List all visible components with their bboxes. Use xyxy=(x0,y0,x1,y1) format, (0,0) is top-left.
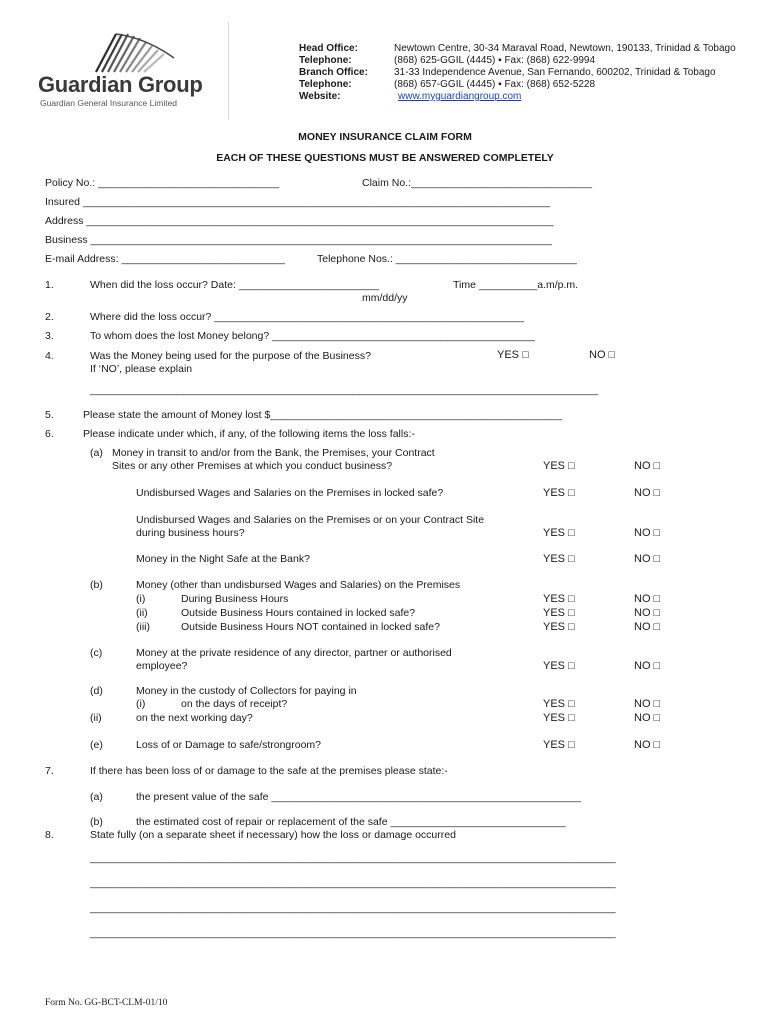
description-line[interactable]: __________________________________________________________________________________________ xyxy=(90,852,616,864)
item-label: (e) xyxy=(90,739,103,751)
telephone-label: Telephone: xyxy=(299,55,352,66)
question-number: 1. xyxy=(45,279,54,291)
item-text: Loss of or Damage to safe/strongroom? xyxy=(136,739,322,751)
subitem-label: (i) xyxy=(136,698,146,710)
yes-checkbox[interactable]: YES □ xyxy=(497,349,529,361)
no-checkbox[interactable]: NO □ xyxy=(634,593,661,605)
yes-checkbox[interactable]: YES □ xyxy=(543,739,575,751)
subitem-label: (i) xyxy=(136,593,146,605)
item-text: Money in transit to and/or from the Bank, the Premises, your Contract xyxy=(112,447,435,459)
no-checkbox[interactable]: NO □ xyxy=(634,487,661,499)
company-logo xyxy=(28,22,229,120)
head-office-address: Newtown Centre, 30-34 Maraval Road, Newtown, 190133, Trinidad & Tobago xyxy=(394,43,736,54)
form-number: Form No. GG-BCT-CLM-01/10 xyxy=(45,998,168,1008)
policy-number-field[interactable]: Policy No.: _______________________________ xyxy=(45,177,280,189)
subitem-text: Outside Business Hours NOT contained in locked safe? xyxy=(181,621,440,633)
question-text: Was the Money being used for the purpose of the Business? xyxy=(90,350,371,362)
subitem-label: (ii) xyxy=(136,607,148,619)
yes-checkbox[interactable]: YES □ xyxy=(543,553,575,565)
yes-checkbox[interactable]: YES □ xyxy=(543,607,575,619)
insured-field[interactable]: Insured ________________________________________________________________________________ xyxy=(45,196,551,208)
subitem-text: Outside Business Hours contained in locked safe? xyxy=(181,607,416,619)
money-owner-field[interactable]: To whom does the lost Money belong? _____________________________________________ xyxy=(90,330,535,342)
website-link[interactable]: www.myguardiangroup.com xyxy=(398,91,522,102)
item-label: (c) xyxy=(90,647,103,659)
question-number: 3. xyxy=(45,330,54,342)
no-checkbox[interactable]: NO □ xyxy=(634,607,661,619)
form-instructions: EACH OF THESE QUESTIONS MUST BE ANSWERED COMPLETELY xyxy=(216,152,554,164)
yes-checkbox[interactable]: YES □ xyxy=(543,527,575,539)
no-checkbox[interactable]: NO □ xyxy=(589,349,616,361)
item-label: (a) xyxy=(90,791,103,803)
branch-office-phone: (868) 657-GGIL (4445) ▪ Fax: (868) 652-5228 xyxy=(394,79,596,90)
item-text: during business hours? xyxy=(136,527,245,539)
loss-date-field[interactable]: When did the loss occur? Date: ________________________ xyxy=(90,279,379,291)
no-checkbox[interactable]: NO □ xyxy=(634,712,661,724)
question-number: 2. xyxy=(45,311,54,323)
question-text: If there has been loss of or damage to the safe at the premises please state:- xyxy=(90,765,448,777)
item-text: Money in the custody of Collectors for paying in xyxy=(136,685,357,697)
question-text: State fully (on a separate sheet if necessary) how the loss or damage occurred xyxy=(90,829,456,841)
yes-checkbox[interactable]: YES □ xyxy=(543,460,575,472)
yes-checkbox[interactable]: YES □ xyxy=(543,698,575,710)
description-line[interactable]: __________________________________________________________________________________________ xyxy=(90,877,616,889)
question-subtext: If ‘NO’, please explain xyxy=(90,363,193,375)
question-number: 7. xyxy=(45,765,54,777)
item-text: Money (other than undisbursed Wages and Salaries) on the Premises xyxy=(136,579,461,591)
loss-location-field[interactable]: Where did the loss occur? _____________________________________________________ xyxy=(90,311,524,323)
item-label: (b) xyxy=(90,579,103,591)
no-checkbox[interactable]: NO □ xyxy=(634,739,661,751)
item-text: Undisbursed Wages and Salaries on the Premises or on your Contract Site xyxy=(136,514,485,526)
item-text: employee? xyxy=(136,660,188,672)
item-text: Sites or any other Premises at which you conduct business? xyxy=(112,460,393,472)
business-field[interactable]: Business _______________________________________________________________________________ xyxy=(45,234,552,246)
yes-checkbox[interactable]: YES □ xyxy=(543,621,575,633)
subitem-label: (ii) xyxy=(90,712,102,724)
subitem-label: (iii) xyxy=(136,621,150,633)
item-text: Undisbursed Wages and Salaries on the Premises in locked safe? xyxy=(136,487,444,499)
subitem-text: on the next working day? xyxy=(136,712,253,724)
item-label: (a) xyxy=(90,447,103,459)
telephone-field[interactable]: Telephone Nos.: _______________________________ xyxy=(317,253,577,265)
question-number: 4. xyxy=(45,350,54,362)
telephone-label-2: Telephone: xyxy=(299,79,352,90)
email-field[interactable]: E-mail Address: ____________________________ xyxy=(45,253,285,265)
branch-office-address: 31-33 Independence Avenue, San Fernando, 600202, Trinidad & Tobago xyxy=(394,67,716,78)
yes-checkbox[interactable]: YES □ xyxy=(543,593,575,605)
no-checkbox[interactable]: NO □ xyxy=(634,460,661,472)
claim-number-field[interactable]: Claim No.:_______________________________ xyxy=(362,177,593,189)
question-number: 6. xyxy=(45,428,54,440)
description-line[interactable]: __________________________________________________________________________________________ xyxy=(90,927,616,939)
item-label: (d) xyxy=(90,685,103,697)
no-checkbox[interactable]: NO □ xyxy=(634,527,661,539)
yes-checkbox[interactable]: YES □ xyxy=(543,712,575,724)
loss-time-field[interactable]: Time __________a.m/p.m. xyxy=(453,279,579,291)
subitem-text: on the days of receipt? xyxy=(181,698,288,710)
branch-office-label: Branch Office: xyxy=(299,67,368,78)
form-title: MONEY INSURANCE CLAIM FORM xyxy=(298,131,472,143)
company-name: Guardian Group xyxy=(38,72,203,97)
yes-checkbox[interactable]: YES □ xyxy=(543,660,575,672)
amount-lost-field[interactable]: Please state the amount of Money lost $__________________________________________________ xyxy=(83,409,563,421)
website-label: Website: xyxy=(299,91,341,102)
item-text: Money in the Night Safe at the Bank? xyxy=(136,553,310,565)
no-checkbox[interactable]: NO □ xyxy=(634,553,661,565)
explain-line[interactable]: _______________________________________________________________________________________ xyxy=(90,384,599,396)
question-text: Please indicate under which, if any, of the following items the loss falls:- xyxy=(83,428,415,440)
date-format-hint: mm/dd/yy xyxy=(362,292,408,304)
subitem-text: During Business Hours xyxy=(181,593,289,605)
safe-value-field[interactable]: the present value of the safe _____________________________________________________ xyxy=(136,791,581,803)
item-text: Money at the private residence of any director, partner or authorised xyxy=(136,647,452,659)
question-number: 8. xyxy=(45,829,54,841)
no-checkbox[interactable]: NO □ xyxy=(634,660,661,672)
no-checkbox[interactable]: NO □ xyxy=(634,698,661,710)
repair-cost-field[interactable]: the estimated cost of repair or replacement of the safe ______________________________ xyxy=(136,816,566,828)
yes-checkbox[interactable]: YES □ xyxy=(543,487,575,499)
head-office-phone: (868) 625-GGIL (4445) ▪ Fax: (868) 622-9994 xyxy=(394,55,596,66)
question-number: 5. xyxy=(45,409,54,421)
head-office-label: Head Office: xyxy=(299,43,358,54)
item-label: (b) xyxy=(90,816,103,828)
company-subtitle: Guardian General Insurance Limited xyxy=(40,98,178,108)
description-line[interactable]: __________________________________________________________________________________________ xyxy=(90,902,616,914)
address-field[interactable]: Address ________________________________________________________________________________ xyxy=(45,215,554,227)
no-checkbox[interactable]: NO □ xyxy=(634,621,661,633)
